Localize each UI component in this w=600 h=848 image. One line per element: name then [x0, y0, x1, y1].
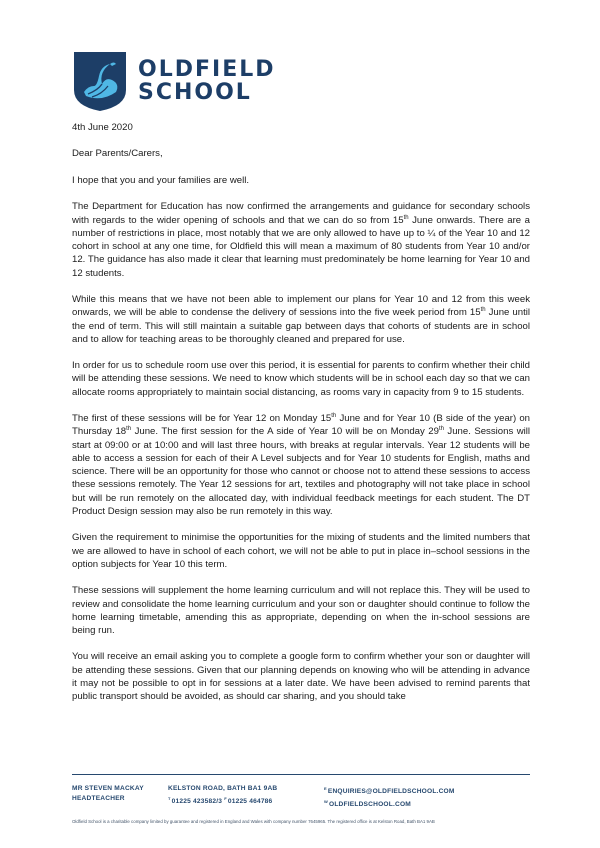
- letter-body: [72, 121, 530, 717]
- phone-line: [168, 794, 324, 807]
- ordinal-suffix: th: [331, 412, 337, 419]
- headteacher-name: MR STEVEN MACKAY: [72, 785, 144, 792]
- phone-number: 01225 423582/3: [171, 798, 223, 806]
- paragraph-2-text-a: The Department for Education has now confirmed the arrangements and guidance for secondary schools with regards to the wider opening of schools and that we can do so from 15: [72, 201, 530, 226]
- paragraph-3-text-b: June until the end of term. This will still maintain a suitable gap between days that cohorts of students are in school and to allow for teaching areas to be thoroughly cleaned and prepared for use.: [72, 307, 531, 345]
- school-name: [138, 58, 276, 104]
- fax-number: 01225 464786: [227, 798, 273, 806]
- paragraph-5-text-a: The first of these sessions will be for Year 12 on Monday 15: [72, 413, 332, 425]
- paragraph-7: These sessions will supplement the home learning curriculum and will not replace this. They will be used to review and consolidate the home learning curriculum and your son or daughter should continue to follow the home learning timetable, amending this as appropriate, depending on when the in-school sessions are being run.: [72, 585, 530, 636]
- salutation: Dear Parents/Carers,: [72, 148, 163, 160]
- address-block: [168, 784, 324, 810]
- headteacher-title: HEADTEACHER: [72, 795, 125, 802]
- school-logo: [72, 50, 276, 112]
- letter-date: 4th June 2020: [72, 122, 133, 133]
- paragraph-5-text-b: June and for Year 10 (B side of the year) on Thursday 18: [72, 413, 530, 438]
- ordinal-suffix: th: [480, 307, 486, 314]
- web-prefix: W: [324, 799, 328, 805]
- paragraph-5: [72, 412, 530, 518]
- phone-prefix: T: [168, 796, 171, 801]
- legal-notice: Oldfield School is a charitable company limited by guarantee and registered in England and Wales with company number 7645965. The registered office is at Kelston Road, Bath BA1 9AB: [72, 819, 435, 825]
- ordinal-suffix: th: [403, 214, 409, 221]
- paragraph-3-text-a: While this means that we have not been able to implement our plans for Year 10 and 12 from this week onwards, we will be able to condense the delivery of sessions into the five week period from 15: [72, 294, 530, 319]
- letterhead-footer: [72, 774, 530, 824]
- paragraph-3: [72, 293, 530, 346]
- paragraph-2: [72, 200, 530, 280]
- paragraph-6: Given the requirement to minimise the opportunities for the mixing of students and the limited numbers that we are allowed to have in school of each cohort, we will not be able to put in place in–school sessions in the option subjects for Year 10 this term.: [72, 532, 530, 570]
- fax-prefix: F: [224, 796, 227, 801]
- footer-columns: [72, 784, 530, 810]
- swan-crest-icon: [72, 50, 128, 112]
- website-address: OLDFIELDSCHOOL.COM: [328, 801, 411, 809]
- school-address: KELSTON ROAD, BATH BA1 9AB: [168, 785, 278, 792]
- ordinal-suffix: th: [438, 426, 444, 433]
- paragraph-2-text-b: June onwards. There are a number of restrictions in place, most notably that we are only allowed to have up to ¼ of the Year 10 and 12 cohort in school at any one time, for Oldfield this will mean a maximum of 80 students from Year 10 and/or 12. The guidance has also made it clear that learning must predominately be home learning for Year 10 and 12 students.: [72, 214, 530, 279]
- ordinal-suffix: th: [126, 426, 132, 433]
- paragraph-5-text-d: June. Sessions will start at 09:00 or at 10:00 and will last three hours, with breaks at regular intervals. Year 12 students will be able to access a session for each of their A Level subjects and for Year 10 students for English, maths and science. There will be an opportunity for those who cannot or choose not to attend these sessions to access these sessions remotely. The Year 12 sessions for art, textiles and photography will not take place in school but will be run remotely on the allocated day, with individual feedback meetings for each student. The DT Product Design session may also be run remotely in this way.: [72, 426, 531, 517]
- email-address: ENQUIRIES@OLDFIELDSCHOOL.COM: [327, 788, 455, 796]
- paragraph-4: In order for us to schedule room use over this period, it is essential for parents to confirm whether their child will be attending these sessions. We need to know which students will be in school each day so that we can allocate rooms appropriately to maintain social distancing, as rooms vary in capacity from 9 to 15 students.: [72, 360, 530, 398]
- school-name-line2: SCHOOL: [138, 80, 252, 105]
- paragraph-5-text-c: June. The first session for the A side of Year 10 will be on Monday 29: [131, 426, 439, 438]
- paragraph-8: You will receive an email asking you to complete a google form to confirm whether your son or daughter will be attending these sessions. Given that our planning depends on knowing who will be attending in advance it may not be possible to opt in for sessions at a later date. We have been advised to remind parents that public transport should be avoided, as should car sharing, and you should take: [72, 651, 530, 703]
- email-prefix: E: [324, 786, 327, 791]
- web-line: [324, 797, 530, 810]
- headteacher-block: [72, 784, 168, 810]
- paragraph-1: I hope that you and your families are well.: [72, 174, 250, 186]
- email-line: [324, 784, 530, 797]
- contact-block: [324, 784, 530, 810]
- school-name-line1: OLDFIELD: [138, 57, 276, 82]
